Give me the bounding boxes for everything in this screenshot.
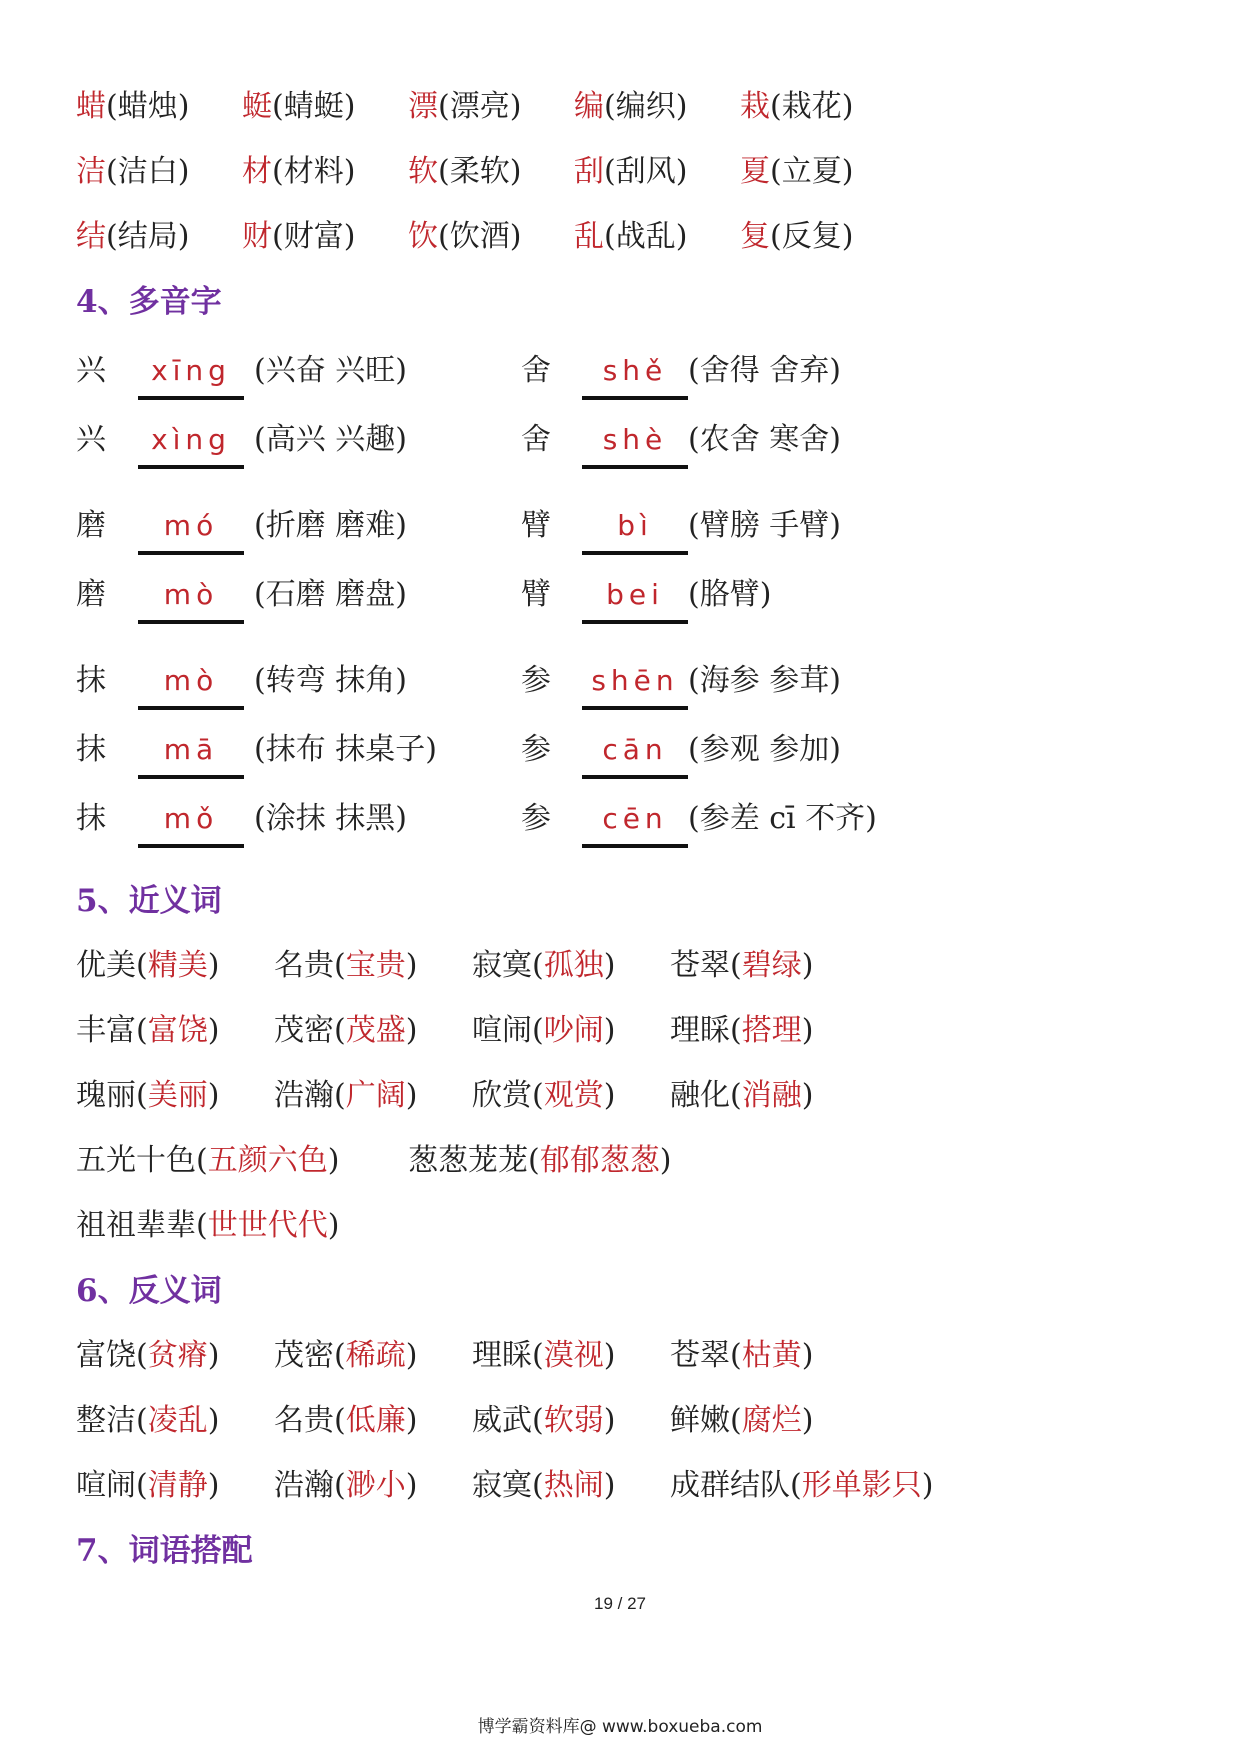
word-pair: 富饶(贫瘠): [76, 1338, 220, 1373]
word-pair: 祖祖辈辈(世世代代): [76, 1208, 340, 1243]
page-number: 19 / 27: [594, 1594, 646, 1613]
polyphonic-char: 参: [521, 801, 551, 836]
section-heading-synonyms: 5、近义词: [76, 883, 222, 919]
word-pair: 融化(消融): [670, 1078, 814, 1113]
word-pair: 苍翠(碧绿): [670, 948, 814, 983]
pinyin: mā: [163, 733, 219, 766]
polyphonic-char: 臂: [521, 577, 551, 612]
section-heading-collocations: 7、词语搭配: [76, 1533, 253, 1569]
example-words: (石磨 磨盘): [254, 577, 407, 612]
word-pair: 瑰丽(美丽): [76, 1078, 220, 1113]
polyphonic-char: 臂: [521, 508, 551, 543]
pinyin: cān: [602, 733, 668, 766]
char-entry: 财(财富): [242, 219, 356, 254]
section-heading-antonyms: 6、反义词: [76, 1273, 222, 1309]
word-pair: 理睬(漠视): [472, 1338, 616, 1373]
word-pair: 鲜嫩(腐烂): [670, 1403, 814, 1438]
char-entry: 刮(刮风): [574, 154, 688, 189]
word-pair: 优美(精美): [76, 948, 220, 983]
polyphonic-char: 磨: [76, 577, 106, 612]
example-words: (参观 参加): [688, 732, 841, 767]
char-entry: 复(反复): [740, 219, 854, 254]
char-entry: 编(编织): [574, 89, 688, 124]
example-words: (臂膀 手臂): [688, 508, 841, 543]
word-pair: 理睬(搭理): [670, 1013, 814, 1048]
pinyin: mó: [163, 509, 219, 542]
pinyin: bei: [606, 578, 664, 611]
word-pair: 茂密(稀疏): [274, 1338, 418, 1373]
footer-watermark: 博学霸资料库@ www.boxueba.com: [477, 1717, 763, 1737]
word-pair: 浩瀚(广阔): [274, 1078, 418, 1113]
pinyin: xīng: [151, 354, 231, 387]
char-entry: 蜡(蜡烛): [76, 89, 190, 124]
word-pair: 名贵(低廉): [274, 1403, 418, 1438]
polyphonic-char: 抹: [76, 663, 106, 698]
char-entry: 漂(漂亮): [408, 89, 522, 124]
example-words: (抹布 抹桌子): [254, 732, 437, 767]
char-entry: 材(材料): [242, 154, 356, 189]
example-words: (折磨 磨难): [254, 508, 407, 543]
example-words: (参差 cī 不齐): [688, 801, 877, 836]
word-pair: 茂密(茂盛): [274, 1013, 418, 1048]
word-pair: 喧闹(吵闹): [472, 1013, 616, 1048]
word-pair: 葱葱茏茏(郁郁葱葱): [408, 1143, 672, 1178]
word-pair: 名贵(宝贵): [274, 948, 418, 983]
word-pair: 整洁(凌乱): [76, 1403, 220, 1438]
word-pair: 丰富(富饶): [76, 1013, 220, 1048]
word-pair: 五光十色(五颜六色): [76, 1143, 340, 1178]
word-pair: 寂寞(孤独): [472, 948, 616, 983]
example-words: (兴奋 兴旺): [254, 353, 407, 388]
pinyin: shè: [602, 423, 668, 456]
word-pair: 欣赏(观赏): [472, 1078, 616, 1113]
char-entry: 栽(栽花): [740, 89, 854, 124]
example-words: (舍得 舍弃): [688, 353, 841, 388]
example-words: (农舍 寒舍): [688, 422, 841, 457]
polyphonic-char: 抹: [76, 801, 106, 836]
char-entry: 饮(饮酒): [408, 219, 522, 254]
word-pair: 苍翠(枯黄): [670, 1338, 814, 1373]
pinyin: mǒ: [163, 802, 219, 835]
polyphonic-char: 兴: [76, 353, 106, 388]
word-pair: 威武(软弱): [472, 1403, 616, 1438]
word-pair: 喧闹(清静): [76, 1468, 220, 1503]
example-words: (胳臂): [688, 577, 772, 612]
polyphonic-char: 舍: [521, 353, 551, 388]
char-entry: 结(结局): [76, 219, 190, 254]
polyphonic-char: 舍: [521, 422, 551, 457]
pinyin: shēn: [591, 664, 679, 697]
example-words: (涂抹 抹黑): [254, 801, 407, 836]
polyphonic-char: 兴: [76, 422, 106, 457]
char-entry: 乱(战乱): [574, 219, 688, 254]
pinyin: shě: [602, 354, 668, 387]
word-pair: 成群结队(形单影只): [670, 1468, 934, 1503]
char-entry: 夏(立夏): [740, 154, 854, 189]
example-words: (海参 参茸): [688, 663, 841, 698]
pinyin: mò: [163, 664, 219, 697]
polyphonic-char: 参: [521, 663, 551, 698]
char-entry: 软(柔软): [408, 154, 522, 189]
word-pair: 寂寞(热闹): [472, 1468, 616, 1503]
char-entry: 蜓(蜻蜓): [242, 89, 356, 124]
char-entry: 洁(洁白): [76, 154, 190, 189]
pinyin: bì: [617, 509, 653, 542]
polyphonic-char: 抹: [76, 732, 106, 767]
word-pair: 浩瀚(渺小): [274, 1468, 418, 1503]
example-words: (转弯 抹角): [254, 663, 407, 698]
polyphonic-char: 参: [521, 732, 551, 767]
pinyin: xìng: [151, 423, 231, 456]
section-heading-polyphonic: 4、多音字: [76, 284, 222, 320]
polyphonic-char: 磨: [76, 508, 106, 543]
example-words: (高兴 兴趣): [254, 422, 407, 457]
pinyin: mò: [163, 578, 219, 611]
pinyin: cēn: [602, 802, 668, 835]
